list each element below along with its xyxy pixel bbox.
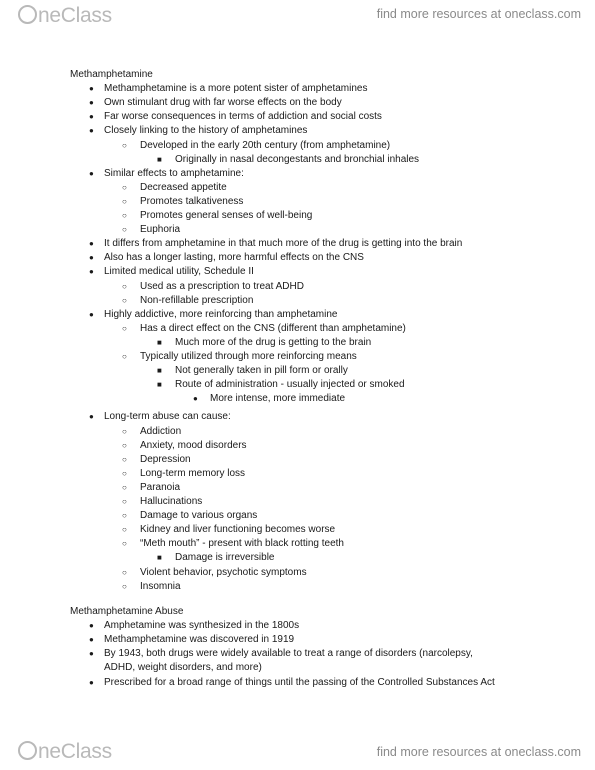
list-item: Originally in nasal decongestants and bronchial inhales [175,153,420,165]
bullet-icon: ○ [122,454,127,464]
bullet-icon: ○ [122,196,127,206]
bullet-icon: ● [89,98,94,108]
list-item: Amphetamine was synthesized in the 1800s [104,620,300,632]
list-item: Not generally taken in pill form or orally [175,365,348,377]
bullet-icon: ○ [122,468,127,478]
bullet-icon: ● [89,267,94,277]
list-item: By 1943, both drugs were widely available to treat a range of disorders (narcolepsy, [104,648,473,660]
list-item: Damage to various organs [140,510,258,522]
list-item: Far worse consequences in terms of addiction and social costs [104,111,382,123]
find-more-resources-footer-link[interactable]: find more resources at oneclass.com [376,745,581,759]
find-more-resources-link[interactable]: find more resources at oneclass.com [376,7,581,21]
list-item: Euphoria [140,224,181,236]
list-item: Methamphetamine was discovered in 1919 [104,634,295,646]
bullet-icon: ○ [122,482,127,492]
bullet-icon: ■ [157,154,162,164]
bullet-icon: ○ [122,567,127,577]
list-item: Developed in the early 20th century (from amphetamine) [140,139,391,151]
bullet-icon: ● [89,84,94,94]
list-item: Depression [140,453,191,465]
list-item: Promotes general senses of well-being [140,210,313,221]
list-item: Long-term abuse can cause: [104,411,231,423]
list-item: Decreased appetite [140,181,227,193]
bullet-icon: ● [89,112,94,122]
bullet-icon: ○ [122,426,127,436]
list-item: Promotes talkativeness [140,195,244,207]
list-item: Highly addictive, more reinforcing than amphetamine [104,308,338,320]
list-item: ADHD, weight disorders, and more) [104,662,262,674]
list-item: Prescribed for a broad range of things until the passing of the Controlled Substances Act [104,676,495,688]
bullet-icon: ○ [122,295,127,305]
oneclass-footer-logo[interactable] [18,739,112,764]
list-item: Kidney and liver functioning becomes worse [140,524,336,536]
bullet-icon: ● [193,394,198,404]
bullet-icon: ● [89,253,94,263]
bullet-icon: ■ [157,380,162,390]
list-item: Violent behavior, psychotic symptoms [140,566,307,578]
list-item: Has a direct effect on the CNS (different than amphetamine) [140,322,406,334]
list-item: Similar effects to amphetamine: [104,167,244,179]
bullet-icon: ■ [157,337,162,347]
bullet-icon: ○ [122,323,127,333]
list-item: Much more of the drug is getting to the brain [175,336,372,348]
list-item: Own stimulant drug with far worse effects on the body [104,97,342,109]
bullet-icon: ● [89,412,94,422]
bullet-icon: ● [89,168,94,178]
list-item: Addiction [140,425,182,437]
list-item: It differs from amphetamine in that much more of the drug is getting into the brain [104,238,463,250]
list-item: Damage is irreversible [175,552,275,564]
bullet-icon: ● [89,677,94,687]
list-item: Long-term memory loss [140,467,246,479]
list-item: Limited medical utility, Schedule II [104,266,254,278]
list-item: Closely linking to the history of amphetamines [104,125,308,137]
logo-text: neClass [38,4,112,27]
bullet-icon: ○ [122,440,127,450]
bullet-icon: ○ [122,225,127,235]
list-item: Methamphetamine is a more potent sister of amphetamines [104,83,368,95]
bullet-icon: ● [89,126,94,136]
list-item: Used as a prescription to treat ADHD [140,280,304,292]
bullet-icon: ● [89,635,94,645]
section-heading: Methamphetamine [70,69,153,80]
list-item: Hallucinations [140,496,203,507]
list-item: Route of administration - usually injected or smoked [175,379,405,391]
bullet-icon: ○ [122,281,127,291]
logo-circle-icon [18,741,37,760]
bullet-icon: ■ [157,553,162,563]
bullet-icon: ○ [122,581,127,591]
list-item: Also has a longer lasting, more harmful effects on the CNS [104,252,364,264]
list-item: Insomnia [140,580,181,592]
bullet-icon: ○ [122,182,127,192]
bullet-icon: ● [89,239,94,249]
list-item: Anxiety, mood disorders [140,439,247,451]
section-heading: Methamphetamine Abuse [70,606,184,617]
bullet-icon: ○ [122,140,127,150]
list-item: More intense, more immediate [210,393,346,405]
bullet-icon: ○ [122,539,127,549]
bullet-icon: ● [89,309,94,319]
bullet-icon: ● [89,649,94,659]
list-item: Non-refillable prescription [140,294,254,306]
bullet-icon: ○ [122,352,127,361]
list-item: Paranoia [140,481,181,493]
bullet-icon: ○ [122,497,127,506]
logo-text: neClass [38,740,112,763]
bullet-icon: ○ [122,525,127,535]
bullet-icon: ○ [122,511,127,521]
bullet-icon: ● [89,621,94,631]
bullet-icon: ○ [122,211,127,220]
bullet-icon: ■ [157,366,162,376]
list-item: “Meth mouth” - present with black rotting teeth [140,538,344,550]
list-item: Typically utilized through more reinforcing means [140,351,357,362]
